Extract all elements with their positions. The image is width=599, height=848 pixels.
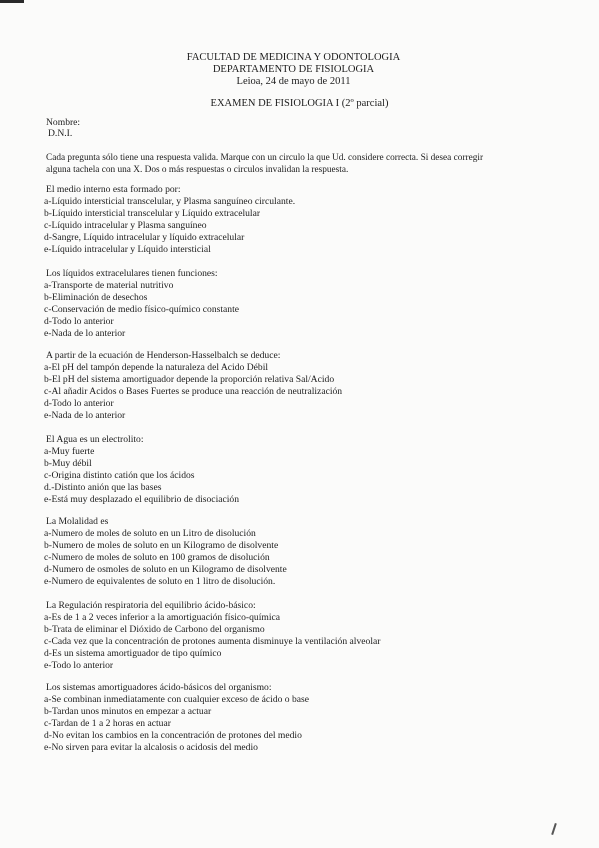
answer-option[interactable]: b-Numero de moles de soluto en un Kilogramo de disolvente — [44, 540, 279, 551]
instructions-line-2: alguna tachela con una X. Dos o más respuestas o circulos invalidan la respuesta. — [46, 165, 349, 175]
answer-option[interactable]: c-Tardan de 1 a 2 horas en actuar — [44, 718, 171, 729]
department-name: DEPARTAMENTO DE FISIOLOGIA — [212, 64, 375, 75]
scan-mark-top-left — [0, 0, 24, 3]
question-stem: Los sistemas amortiguadores ácido-básicos del organismo: — [46, 682, 272, 693]
question-stem: La Regulación respiratoria del equilibrio ácido-básico: — [46, 600, 256, 611]
answer-option[interactable]: b-Muy débil — [44, 458, 92, 469]
answer-option[interactable]: e-Todo lo anterior — [44, 660, 114, 671]
answer-option[interactable]: c-Conservación de medio físico-químico constante — [44, 304, 240, 315]
place-date: Leioa, 24 de mayo de 2011 — [236, 76, 351, 87]
scan-mark-bottom-right — [551, 823, 557, 835]
faculty-name: FACULTAD DE MEDICINA Y ODONTOLOGIA — [186, 52, 401, 63]
dni-label: D.N.I. — [48, 128, 73, 139]
answer-option[interactable]: a-Transporte de material nutritivo — [44, 280, 174, 291]
answer-option[interactable]: e-Numero de equivalentes de soluto en 1 litro de disolución. — [44, 576, 276, 587]
instructions-line-1: Cada pregunta sólo tiene una respuesta valida. Marque con un circulo la que Ud. considere correcta. Si desea corregir — [46, 153, 484, 163]
answer-option[interactable]: a-Muy fuerte — [44, 446, 95, 457]
answer-option[interactable]: d-Sangre, Líquido intracelular y líquido extracelular — [44, 232, 245, 243]
answer-option[interactable]: d-Es un sistema amortiguador de tipo químico — [44, 648, 222, 659]
answer-option[interactable]: b-Líquido intersticial transcelular y Líquido extracelular — [44, 208, 261, 219]
question-stem: A partir de la ecuación de Henderson-Hasselbalch se deduce: — [46, 350, 281, 361]
answer-option[interactable]: c-Origina distinto catión que los ácidos — [44, 470, 195, 481]
answer-option[interactable]: a-Líquido intersticial transcelular, y Plasma sanguíneo circulante. — [44, 196, 296, 207]
answer-option[interactable]: e-Líquido intracelular y Líquido intersticial — [44, 244, 211, 255]
answer-option[interactable]: a-Se combinan inmediatamente con cualquier exceso de ácido o base — [44, 694, 310, 705]
answer-option[interactable]: b-Tardan unos minutos en empezar a actuar — [44, 706, 212, 717]
exam-title: EXAMEN DE FISIOLOGIA I (2º parcial) — [210, 98, 389, 109]
answer-option[interactable]: a-El pH del tampón depende la naturaleza del Acido Débil — [44, 362, 269, 373]
question-stem: El Agua es un electrolito: — [46, 434, 144, 445]
answer-option[interactable]: c-Cada vez que la concentración de protones aumenta disminuye la ventilación alveolar — [44, 636, 381, 647]
answer-option[interactable]: d-Todo lo anterior — [44, 316, 114, 327]
answer-option[interactable]: d.-Distinto anión que las bases — [44, 482, 162, 493]
answer-option[interactable]: c-Al añadir Acidos o Bases Fuertes se produce una reacción de neutralización — [44, 386, 343, 397]
answer-option[interactable]: b-Eliminación de desechos — [44, 292, 148, 303]
question-stem: La Molalidad es — [46, 516, 109, 527]
question-stem: Los líquidos extracelulares tienen funciones: — [46, 268, 218, 279]
answer-option[interactable]: c-Líquido intracelular y Plasma sanguíneo — [44, 220, 207, 231]
document-header — [0, 52, 593, 88]
answer-option[interactable]: e-Nada de lo anterior — [44, 410, 126, 421]
answer-option[interactable]: d-Numero de osmoles de soluto en un Kilogramo de disolvente — [44, 564, 287, 575]
answer-option[interactable]: d-Todo lo anterior — [44, 398, 114, 409]
question-stem: El medio interno esta formado por: — [46, 184, 181, 195]
answer-option[interactable]: e-Está muy desplazado el equilibrio de disociación — [44, 494, 240, 505]
answer-option[interactable]: c-Numero de moles de soluto en 100 gramos de disolución — [44, 552, 270, 563]
answer-option[interactable]: e-No sirven para evitar la alcalosis o acidosis del medio — [44, 742, 258, 753]
answer-option[interactable]: b-El pH del sistema amortiguador depende la proporción relativa Sal/Acido — [44, 374, 335, 385]
answer-option[interactable]: b-Trata de eliminar el Dióxido de Carbono del organismo — [44, 624, 265, 635]
name-label: Nombre: — [46, 117, 81, 128]
answer-option[interactable]: d-No evitan los cambios en la concentración de protones del medio — [44, 730, 302, 741]
answer-option[interactable]: a-Es de 1 a 2 veces inferior a la amortiguación físico-química — [44, 612, 281, 623]
answer-option[interactable]: e-Nada de lo anterior — [44, 328, 126, 339]
answer-option[interactable]: a-Numero de moles de soluto en un Litro de disolución — [44, 528, 256, 539]
